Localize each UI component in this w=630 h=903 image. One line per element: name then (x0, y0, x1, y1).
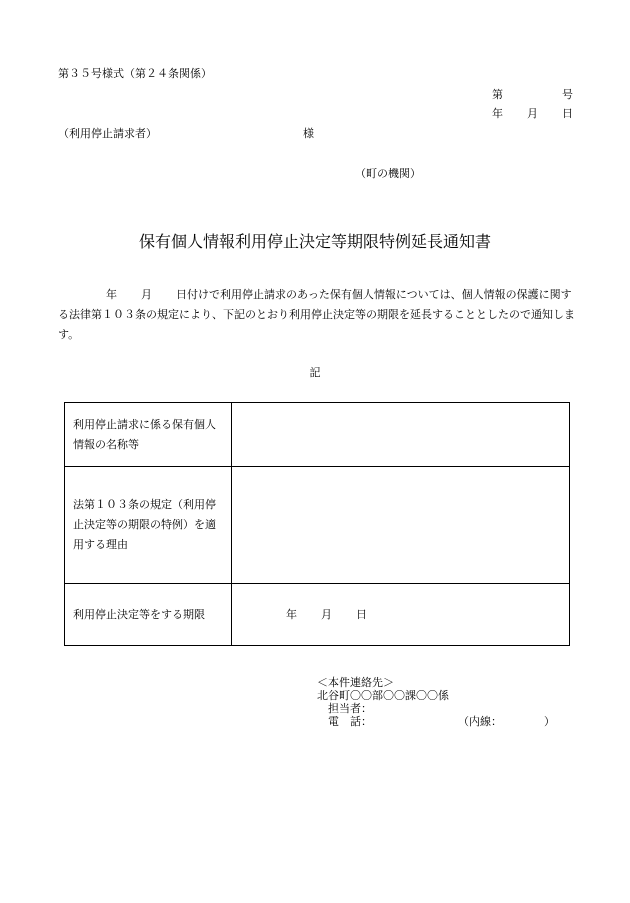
deadline-day: 日 (356, 607, 367, 621)
recipient-honorific: 様 (303, 127, 314, 140)
table-row (65, 403, 570, 467)
document-date-year: 年 (492, 107, 503, 120)
row-label: 利用停止決定等をする期限 (65, 584, 232, 646)
notice-body (58, 285, 578, 345)
recipient-label: （利用停止請求者） (58, 127, 157, 140)
contact-department: 北谷町〇〇部〇〇課〇〇係 (317, 689, 449, 702)
deadline-value (232, 584, 570, 646)
form-number: 第３５号様式（第２４条関係） (58, 67, 212, 80)
issuer-label: （町の機関） (355, 167, 421, 180)
document-date-day: 日 (562, 107, 573, 120)
table-row (65, 584, 570, 646)
contact-extension-close: ） (544, 715, 555, 728)
row-label: 利用停止請求に係る保有個人情報の名称等 (65, 403, 232, 467)
notice-body-year: 年 (106, 288, 117, 301)
contact-block (317, 676, 555, 728)
details-table (64, 402, 570, 646)
contact-phone-label: 電 話： (328, 715, 372, 728)
document-date-month: 月 (527, 107, 538, 120)
contact-person-label: 担当者： (328, 702, 372, 715)
deadline-year: 年 (286, 607, 297, 621)
notice-body-month: 月 (141, 288, 152, 301)
document-title: 保有個人情報利用停止決定等期限特例延長通知書 (138, 232, 491, 251)
deadline-month: 月 (321, 607, 332, 621)
document-number-suffix: 号 (562, 88, 573, 101)
ki-heading: 記 (309, 366, 321, 379)
document-number-prefix: 第 (492, 88, 503, 101)
notice-body-text: 日付けで利用停止請求のあった保有個人情報については、個人情報の保護に関する法律第１０３条の規定により、下記のとおり利用停止決定等の期限を延長することとしたので通知します。 (58, 288, 575, 341)
contact-heading: ＜本件連絡先＞ (317, 676, 394, 689)
row-value (232, 467, 570, 584)
table-row (65, 467, 570, 584)
document-number (492, 89, 573, 100)
document-date (492, 108, 573, 119)
row-value (232, 403, 570, 467)
row-label: 法第１０３条の規定（利用停止決定等の期限の特例）を適用する理由 (65, 467, 232, 584)
contact-extension-label: （内線： (458, 715, 502, 728)
